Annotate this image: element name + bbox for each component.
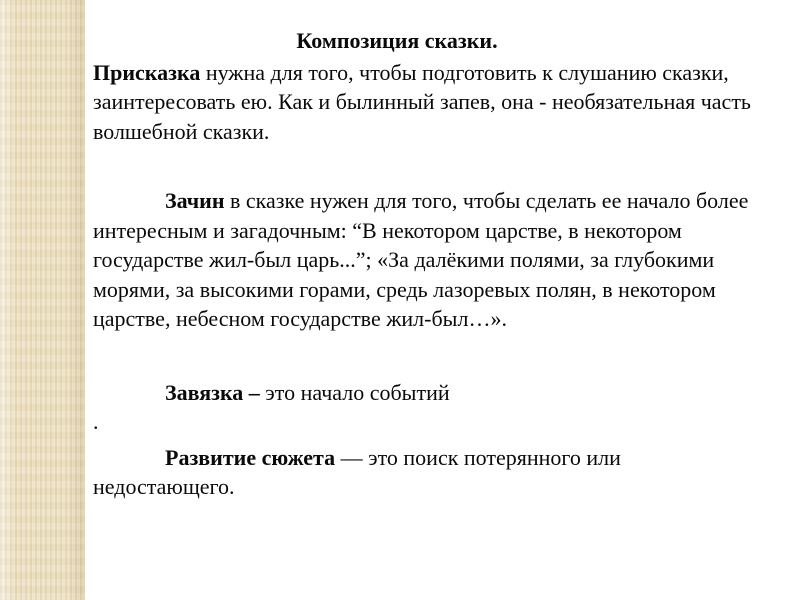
paragraph-lead: Присказка	[93, 59, 201, 85]
paragraph-text: нужна для того, чтобы подготовить к слушанию сказки, заинтересовать ею. Как и былинный запев, она - необязательная часть волшебной сказки.	[93, 59, 751, 144]
left-texture-stripe	[0, 0, 85, 600]
paragraph-text: .	[93, 409, 99, 434]
paragraph-text: в сказке нужен для того, чтобы сделать ее начало более интересным и загадочным: “В некотором царстве, в некотором государстве жил-был царь...”; «За далёкими полями, за глубокими морями, за высокими горами, средь лазоревых полян, в некотором царстве, небесном государстве жил-был…».	[93, 188, 749, 331]
paragraph-lead: Зачин	[165, 188, 225, 213]
paragraph-zavyazka	[93, 378, 761, 408]
paragraph-lead: Завязка –	[165, 379, 260, 405]
paragraph-text: это начало событий	[259, 379, 450, 405]
paragraph-zachin	[93, 186, 761, 334]
slide-title: Композиция сказки.	[296, 28, 498, 53]
dot-line	[93, 407, 761, 437]
paragraph-razvitie-syuzheta	[93, 443, 761, 502]
paragraph-priskazka	[93, 58, 761, 147]
paragraph-lead: Развитие сюжета	[165, 444, 336, 470]
slide-content	[93, 26, 761, 502]
paragraph-text: — это поиск потерянного или недостающего.	[93, 444, 621, 499]
